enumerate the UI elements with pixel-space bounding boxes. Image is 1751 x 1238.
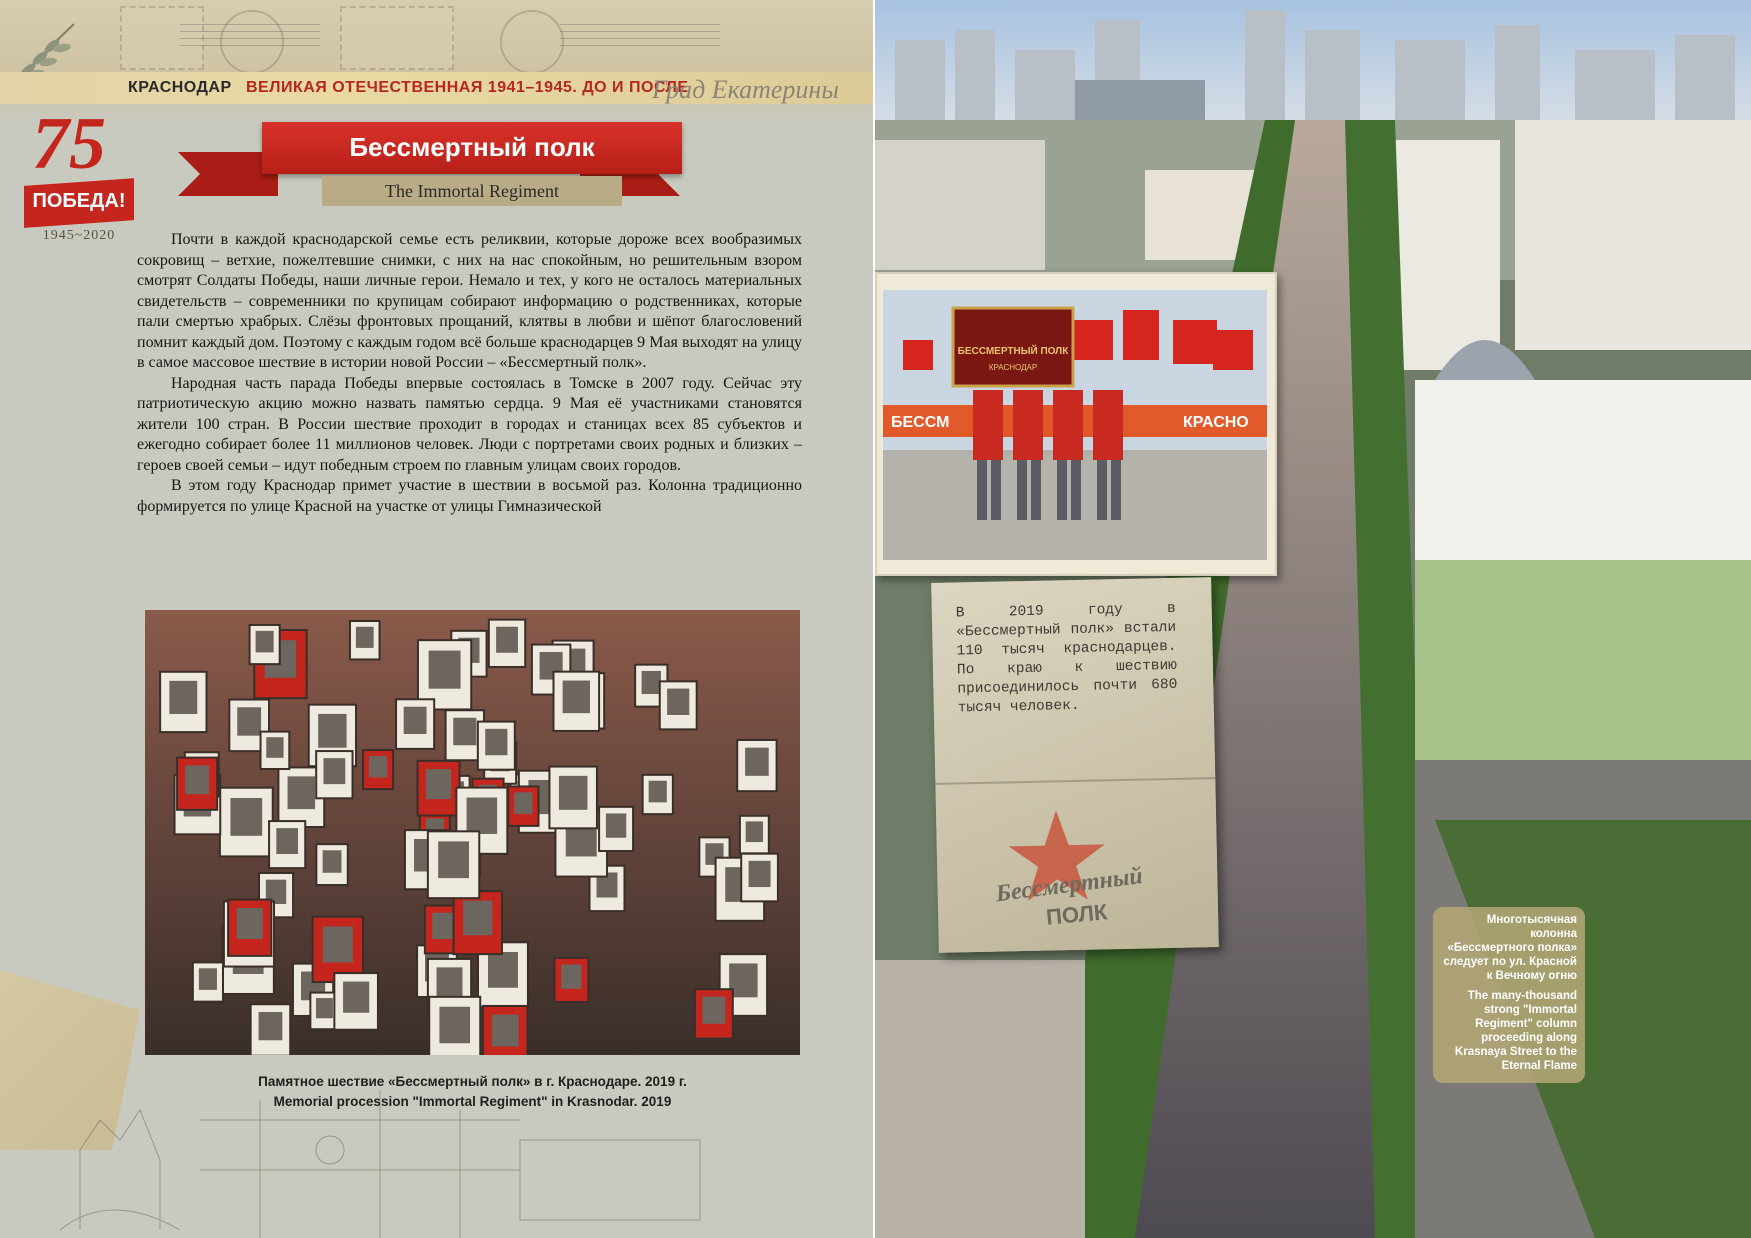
portrait-photo [199,968,217,990]
portrait-photo [563,681,590,714]
regiment-banner-image [883,290,1267,560]
portrait-photo [439,1007,470,1043]
caption-en: Memorial procession "Immortal Regiment" in Krasnodar. 2019 [273,1094,672,1109]
portrait-photo [437,967,463,998]
portrait-photo [485,729,507,755]
portrait-photo [318,714,346,748]
note-text: В 2019 году в «Бессмертный полк» встали 110 тысяч краснодарцев. По краю к шествию присоединилось почти 680 тысяч человек. [955,600,1178,717]
portrait-photo [323,758,345,784]
paragraph: Почти в каждой краснодарской семье есть реликвии, которые дороже всех вообразимых сокровищ – ветхие, пожелтевшие снимки, с них на нас спокойным, но решительным взором смотрят Солдаты Победы, наши личные герои. Немало и тех, у кого не осталось материальных свидетельств – современники по крупицам собирают информацию о родственниках, которые пали смертью храбрых. Слёзы фронтовых прощаний, клятвы в любви и шёпот благословений помнит каждый дом. Поэтому с каждым годом всё больше краснодарцев 9 Мая выходят на улицу в самое массовое шествие в истории новой России – «Бессмертный полк». [137,231,802,371]
portrait-photo [316,998,333,1018]
portrait-photo [745,748,769,776]
crowd-with-portraits-image [145,610,800,1055]
portrait-photo [649,781,667,803]
emblem-number: 75 [32,103,106,185]
header-script-title: Град Екатерины [652,75,839,104]
portrait-photo [667,689,689,715]
left-page [0,0,873,1238]
streamer-text-left: БЕССМ [891,414,950,431]
article-body [137,230,802,517]
portrait-photo [169,681,197,714]
right-page [875,0,1751,1238]
portrait-photo [323,850,342,872]
portrait-photo [606,813,626,837]
emblem-years: 1945~2020 [42,228,116,243]
caption-ru: Многотысячная колонна «Бессмертного полка» следует по ул. Красной к Вечному огню [1443,914,1577,982]
title-ribbon [262,122,682,174]
portrait-photo [256,631,274,653]
portrait-photo [438,841,469,878]
portrait-photo [259,1012,283,1040]
header-city: КРАСНОДАР [128,79,232,96]
portrait-photo [463,901,492,936]
portrait-photo [453,718,476,745]
streamer-text-right: КРАСНО [1183,414,1249,431]
portrait-photo [266,737,283,758]
emblem-victory-text: ПОБЕДА! [32,190,126,212]
victory-75-emblem [24,104,134,264]
caption-en: The many-thousand strong "Immortal Regiment" column proceeding along Krasnaya Street to the Eternal Flame [1454,990,1577,1072]
portrait-photo [642,671,661,694]
paragraph: Народная часть парада Победы впервые состоялась в Томске в 2007 году. Сейчас эту патриотическую акцию можно назвать памятью сердца. 9 Мая её участниками становятся жители 100 стран. В России шествие проходит в городах и станицах всех 85 субъектов и ежегодно собирает более 11 миллионов человек. Люди с портретами своих родных и близких – героев своей семьи – идут победным строем по главным улицам своих городов. [137,374,802,474]
portrait-photo [488,952,518,988]
portrait-photo [426,769,451,799]
portrait-photo [288,776,316,809]
header-series-title: ВЕЛИКАЯ ОТЕЧЕСТВЕННАЯ 1941–1945. ДО И ПОСЛЕ [246,79,689,96]
banner-photo-inset [875,272,1277,576]
article-title: Бессмертный полк [349,132,595,162]
paragraph: В этом году Краснодар примет участие в шествии в восьмой раз. Колонна традиционно формируется по улице Красной на участке от улицы Гимназической [137,477,802,515]
portrait-photo [496,627,518,653]
portrait-photo [559,776,588,810]
portrait-photo [467,798,498,834]
portrait-photo [492,1015,519,1047]
logo-text-line2: ПОЛК [1045,899,1109,930]
portrait-photo [749,861,771,887]
cancellation-lines-decoration [180,18,320,52]
portrait-photo [369,756,387,778]
paper-fold-line [935,777,1215,785]
portrait-photo [746,821,763,842]
article-subtitle: The Immortal Regiment [322,176,622,206]
portrait-photo [185,765,209,794]
portrait-photo [429,651,461,689]
portrait-photo [276,828,298,854]
portrait-photo [343,982,369,1013]
procession-photo [145,610,800,1055]
caption-ru: Памятное шествие «Бессмертный полк» в г. Краснодаре. 2019 г. [258,1074,687,1089]
portrait-photo [237,707,261,735]
portrait-photo [237,908,263,939]
city-sketch-decoration [0,1080,873,1238]
portrait-photo [514,792,532,814]
banner-text: БЕССМЕРТНЫЙ ПОЛК [957,346,1069,357]
statistics-note-card [931,577,1219,953]
portrait-photo [432,913,454,939]
cancellation-lines-decoration [560,18,720,52]
portrait-photo [323,926,353,962]
portrait-photo [230,798,262,836]
portrait-photo [404,707,427,734]
portrait-photo [702,997,725,1024]
running-header [0,72,873,104]
postmark-decoration [500,10,564,74]
banner-subtext: КРАСНОДАР [988,363,1038,372]
portrait-photo [356,627,374,648]
postage-stamp-decoration [340,6,454,70]
portrait-photo [561,964,581,988]
logo-text-line1: Бессмертный [994,862,1145,908]
aerial-photo-caption [1433,907,1585,1083]
